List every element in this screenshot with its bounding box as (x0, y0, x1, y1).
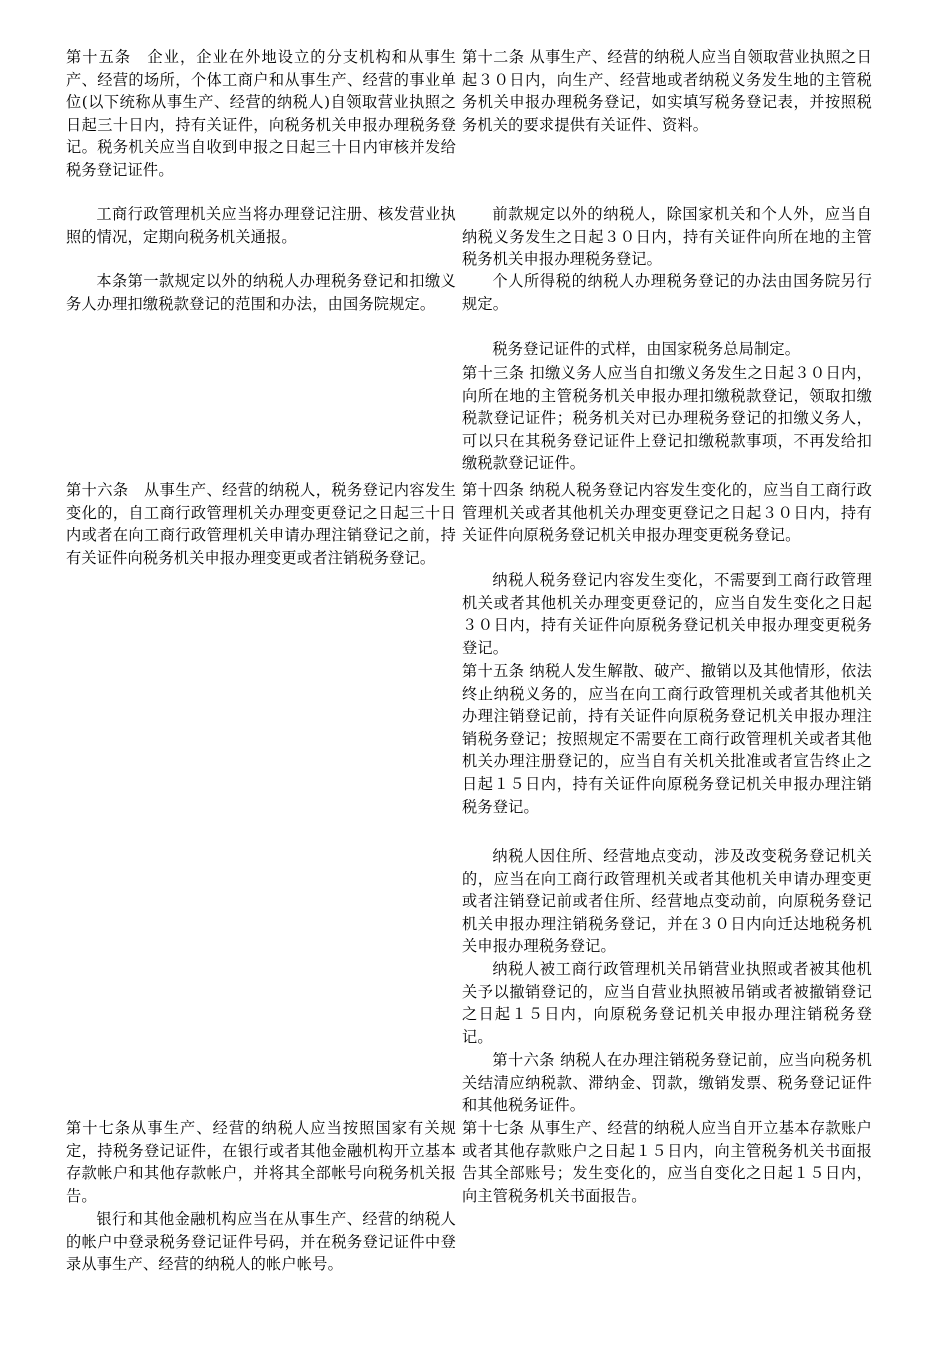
right-article-17: 第十七条 从事生产、经营的纳税人应当自开立基本存款账户或者其他存款账户之日起１５日内，向主管税务机关书面报告其全部账号；发生变化的，应当自变化之日起１５日内，向主管税务机关书面报告。 (462, 1119, 872, 1205)
right-article-12-para-4: 税务登记证件的式样，由国家税务总局制定。 (492, 340, 801, 358)
right-article-14-para-2: 纳税人税务登记内容发生变化，不需要到工商行政管理机关或者其他机关办理变更登记的，应当自发生变化之日起３０日内，持有关证件向原税务登记机关申报办理变更税务登记。 (462, 571, 872, 657)
right-article-12-para-3: 个人所得税的纳税人办理税务登记的办法由国务院另行规定。 (462, 272, 872, 313)
left-article-15-para-2: 工商行政管理机关应当将办理登记注册、核发营业执照的情况，定期向税务机关通报。 (66, 205, 456, 246)
right-article-15-para-3: 纳税人被工商行政管理机关吊销营业执照或者被其他机关予以撤销登记的，应当自营业执照被吊销或者被撤销登记之日起１５日内，向原税务登记机关申报办理注销税务登记。 (462, 960, 872, 1046)
right-article-13: 第十三条 扣缴义务人应当自扣缴义务发生之日起３０日内，向所在地的主管税务机关申报办理扣缴税款登记，领取扣缴税款登记证件；税务机关对已办理税务登记的扣缴义务人，可以只在其税务登记证件上登记扣缴税款事项，不再发给扣缴税款登记证件。 (462, 364, 872, 473)
left-article-17: 第十七条从事生产、经营的纳税人应当按照国家有关规定，持税务登记证件，在银行或者其他金融机构开立基本存款帐户和其他存款帐户，并将其全部帐号向税务机关报告。 (66, 1119, 456, 1205)
left-article-16: 第十六条 从事生产、经营的纳税人，税务登记内容发生变化的，自工商行政管理机关办理变更登记之日起三十日内或者在向工商行政管理机关申请办理注销登记之前，持有关证件向税务机关申报办理变更或者注销税务登记。 (66, 481, 456, 567)
left-article-15-para-3: 本条第一款规定以外的纳税人办理税务登记和扣缴义务人办理扣缴税款登记的范围和办法，由国务院规定。 (66, 272, 456, 313)
right-article-12: 第十二条 从事生产、经营的纳税人应当自领取营业执照之日起３０日内，向生产、经营地或者纳税义务发生地的主管税务机关申报办理税务登记，如实填写税务登记表，并按照税务机关的要求提供有关证件、资料。 (462, 48, 872, 134)
right-article-12-para-2: 前款规定以外的纳税人，除国家机关和个人外，应当自纳税义务发生之日起３０日内，持有关证件向所在地的主管税务机关申报办理税务登记。 (462, 205, 872, 269)
left-article-15: 第十五条 企业，企业在外地设立的分支机构和从事生产、经营的场所，个体工商户和从事生产、经营的事业单位(以下统称从事生产、经营的纳税人)自领取营业执照之日起三十日内，持有关证件，向税务机关申报办理税务登记。税务机关应当自收到申报之日起三十日内审核并发给税务登记证件。 (66, 48, 456, 179)
right-article-14: 第十四条 纳税人税务登记内容发生变化的，应当自工商行政管理机关或者其他机关办理变更登记之日起３０日内，持有关证件向原税务登记机关申报办理变更税务登记。 (462, 481, 872, 545)
left-article-17-para-2: 银行和其他金融机构应当在从事生产、经营的纳税人的帐户中登录税务登记证件号码，并在税务登记证件中登录从事生产、经营的纳税人的帐户帐号。 (66, 1210, 456, 1274)
right-article-16: 第十六条 纳税人在办理注销税务登记前，应当向税务机关结清应纳税款、滞纳金、罚款，缴销发票、税务登记证件和其他税务证件。 (462, 1051, 872, 1115)
right-article-15-para-2: 纳税人因住所、经营地点变动，涉及改变税务登记机关的，应当在向工商行政管理机关或者其他机关申请办理变更或者注销登记前或者住所、经营地点变动前，向原税务登记机关申报办理注销税务登记，并在３０日内向迁达地税务机关申报办理税务登记。 (462, 847, 872, 956)
right-article-15: 第十五条 纳税人发生解散、破产、撤销以及其他情形，依法终止纳税义务的，应当在向工商行政管理机关或者其他机关办理注销登记前，持有关证件向原税务登记机关申报办理注销税务登记；按照规定不需要在工商行政管理机关或者其他机关办理注册登记的，应当自有关机关批准或者宣告终止之日起１５日内，持有关证件向原税务登记机关申报办理注销税务登记。 (462, 662, 872, 816)
